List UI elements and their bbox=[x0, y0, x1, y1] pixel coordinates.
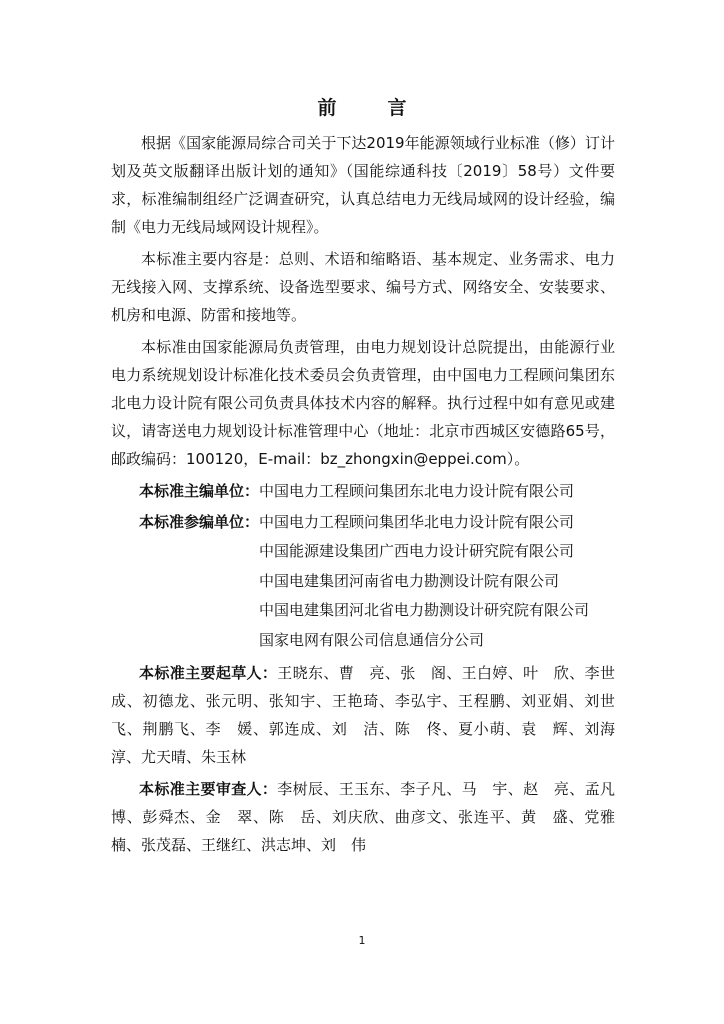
chief-editor-unit-name: 中国电力工程顾问集团东北电力设计院有限公司 bbox=[259, 482, 575, 500]
chief-editor-list bbox=[259, 477, 574, 507]
reviewers-label: 本标准主要审查人： bbox=[139, 780, 278, 798]
page-title: 前 言 bbox=[317, 97, 423, 119]
reviewers-block bbox=[111, 775, 615, 859]
participating-units-list bbox=[259, 508, 589, 656]
drafters-block bbox=[111, 659, 615, 771]
participating-units-label: 本标准参编单位： bbox=[139, 512, 260, 531]
chief-editor-unit bbox=[111, 477, 615, 507]
drafters-names: 王晓东、曹 亮、张 阁、王白婷、叶 欣、李世成、初德龙、张元明、张知宇、王艳琦、李弘宇、王程鹏、刘亚娟、刘世飞、荆鹏飞、李 媛、郭连成、刘 洁、陈 佟、夏小萌、袁 辉、刘海淳、尤天晴、朱玉林 bbox=[111, 664, 615, 766]
paragraph-basis: 根据《国家能源局综合司关于下达2019年能源领域行业标准（修）订计划及英文版翻译出版计划的通知》（国能综通科技〔2019〕58号）文件要求，标准编制组经广泛调查研究，认真总结电力无线局域网的设计经验，编制《电力无线局域网设计规程》。 bbox=[111, 134, 615, 236]
chief-editor-label: 本标准主编单位： bbox=[139, 482, 260, 500]
participating-unit-name: 中国电建集团河北省电力勘测设计研究院有限公司 bbox=[259, 601, 590, 619]
drafters-label: 本标准主要起草人： bbox=[139, 664, 278, 682]
paragraph-management: 本标准由国家能源局负责管理，由电力规划设计总院提出，由能源行业电力系统规划设计标准化技术委员会负责管理，由中国电力工程顾问集团东北电力设计院有限公司负责具体技术内容的解释。执行过程中如有意见或建议，请寄送电力规划设计标准管理中心（地址：北京市西城区安德路65号，邮政编码：100120，E-mail：bz_zhongxin@eppei.com）。 bbox=[111, 338, 615, 468]
participating-unit-name: 国家电网有限公司信息通信分公司 bbox=[259, 630, 485, 649]
paragraph-contents: 本标准主要内容是：总则、术语和缩略语、基本规定、业务需求、电力无线接入网、支撑系统、设备选型要求、编号方式、网络安全、安装要求、机房和电源、防雷和接地等。 bbox=[111, 250, 615, 324]
participating-unit-name: 中国能源建设集团广西电力设计研究院有限公司 bbox=[259, 542, 575, 560]
page-number: 1 bbox=[358, 934, 366, 947]
participating-unit-name: 中国电力工程顾问集团华北电力设计院有限公司 bbox=[259, 512, 575, 531]
participating-unit-name: 中国电建集团河南省电力勘测设计院有限公司 bbox=[259, 571, 560, 590]
reviewers-names: 李树辰、王玉东、李子凡、马 宇、赵 亮、孟凡博、彭舜杰、金 翠、陈 岳、刘庆欣、曲彦文、张连平、黄 盛、党雅楠、张茂磊、王继红、洪志坤、刘 伟 bbox=[111, 780, 615, 854]
document-body bbox=[111, 129, 615, 859]
participating-units bbox=[111, 508, 615, 656]
